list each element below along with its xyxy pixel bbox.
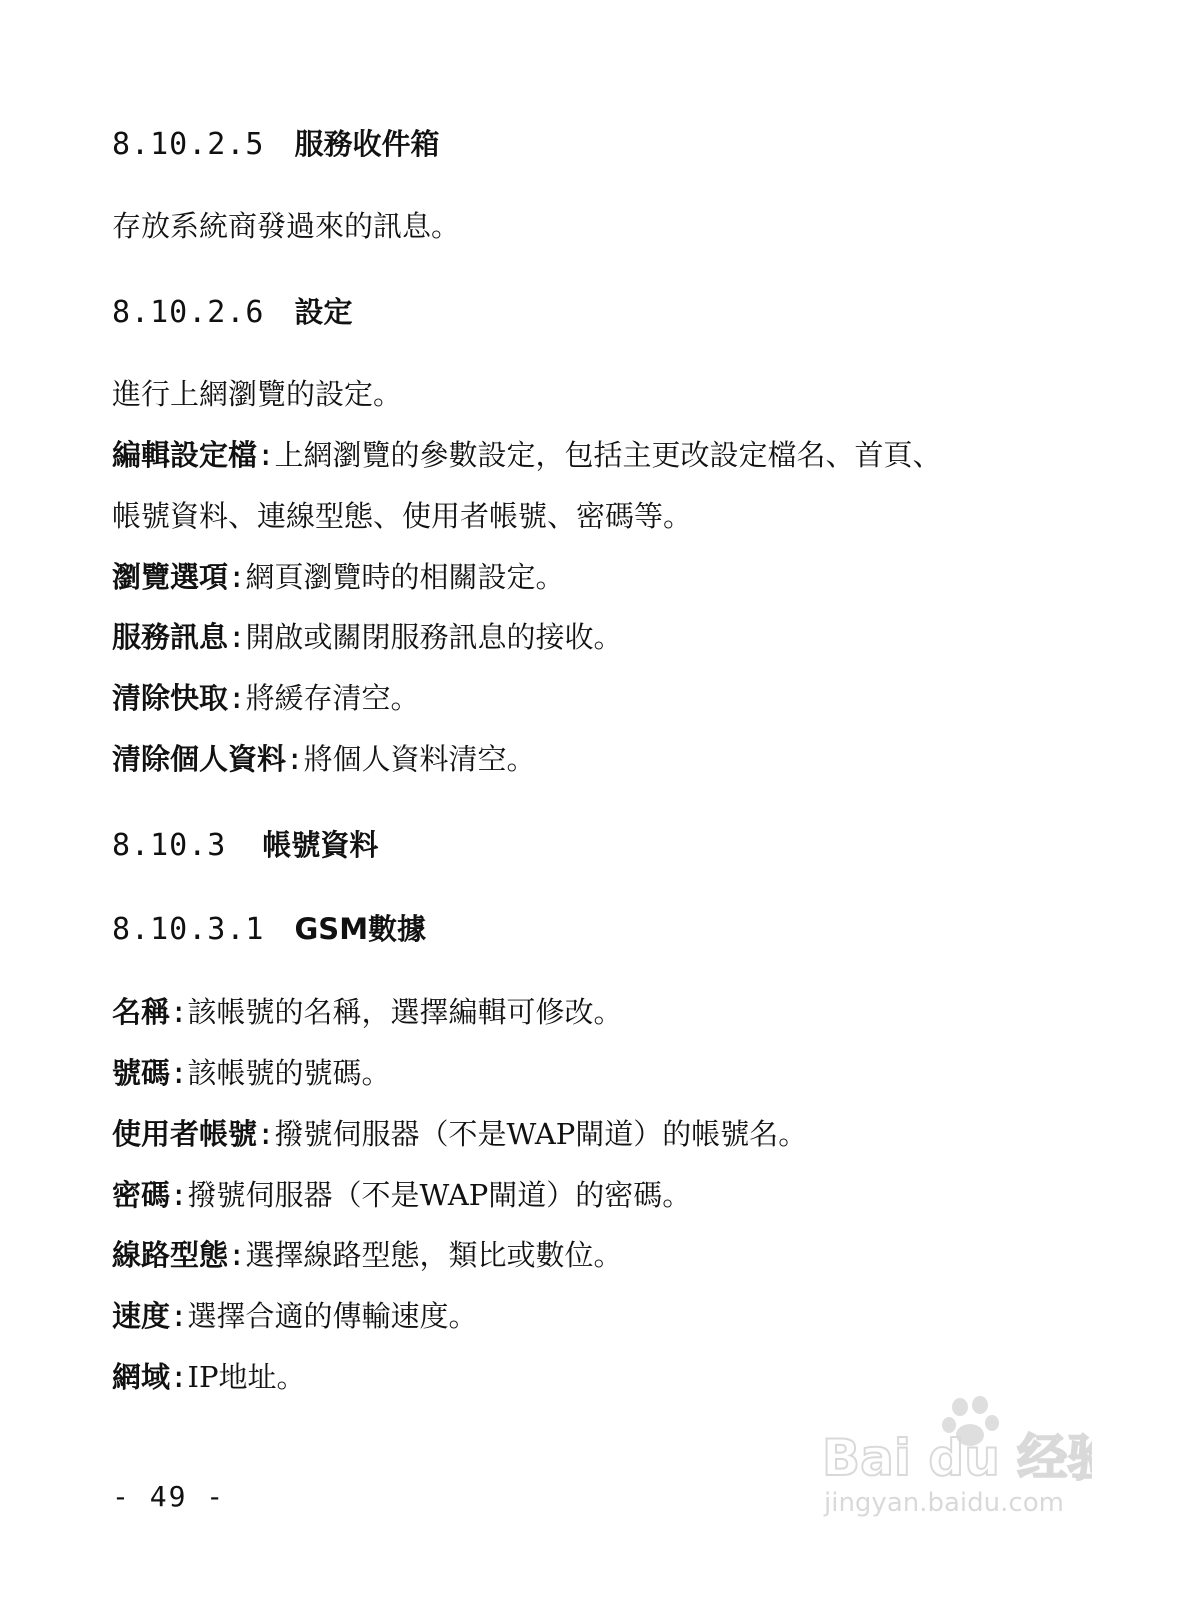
definition-term: 服務訊息: [112, 620, 229, 654]
section-heading-8-10-3: [112, 827, 378, 864]
section-heading-8-10-3-1: [112, 911, 426, 948]
definition-item: [112, 1177, 691, 1213]
section-number: 8.10.2.6: [112, 295, 265, 330]
definition-term: 線路型態: [112, 1238, 229, 1272]
section-title: 帳號資料: [262, 828, 379, 862]
definition-desc: 網頁瀏覽時的相關設定。: [245, 560, 565, 594]
paragraph-inbox: 存放系統商發過來的訊息。: [112, 209, 461, 243]
definition-desc-continued: 帳號資料、連線型態、使用者帳號、密碼等。: [112, 499, 693, 533]
definition-term: 瀏覽選項: [112, 560, 229, 594]
colon: :: [228, 1238, 246, 1272]
colon: :: [257, 438, 275, 472]
section-heading-8-10-2-6: [112, 294, 353, 331]
definition-item: [112, 741, 536, 777]
definition-term: 網域: [112, 1360, 171, 1394]
definition-term: 名稱: [112, 995, 171, 1029]
colon: :: [257, 1117, 275, 1151]
definition-desc: 撥號伺服器（不是WAP閘道）的密碼。: [187, 1178, 692, 1212]
section-heading-8-10-2-5: [112, 126, 440, 163]
definition-term: 使用者帳號: [112, 1117, 258, 1151]
definition-item: [112, 437, 942, 473]
colon: :: [228, 560, 246, 594]
colon: :: [170, 1360, 188, 1394]
definition-item: [112, 680, 420, 716]
definition-desc: 該帳號的號碼。: [187, 1056, 391, 1090]
definition-desc: 撥號伺服器（不是WAP閘道）的帳號名。: [274, 1117, 808, 1151]
colon: :: [170, 1178, 188, 1212]
definition-term: 編輯設定檔: [112, 438, 258, 472]
section-title: 設定: [294, 295, 353, 329]
definition-desc: 上網瀏覽的參數設定，包括主更改設定檔名、首頁、: [274, 438, 942, 472]
definition-item: [112, 1055, 391, 1091]
watermark-url: jingyan.baidu.com: [824, 1488, 1064, 1518]
colon: :: [228, 681, 246, 715]
definition-desc: 選擇線路型態，類比或數位。: [245, 1238, 623, 1272]
definition-item: [112, 1298, 478, 1334]
colon: :: [170, 995, 188, 1029]
definition-item: [112, 559, 565, 595]
colon: :: [286, 742, 304, 776]
definition-desc: 選擇合適的傳輸速度。: [187, 1299, 478, 1333]
definition-term: 號碼: [112, 1056, 171, 1090]
colon: :: [170, 1056, 188, 1090]
definition-term: 清除快取: [112, 681, 229, 715]
definition-term: 速度: [112, 1299, 171, 1333]
definition-item: [112, 1359, 305, 1395]
section-number: 8.10.3.1: [112, 912, 265, 947]
colon: :: [170, 1299, 188, 1333]
section-title: 服務收件箱: [294, 127, 440, 161]
definition-desc: 將個人資料清空。: [303, 742, 536, 776]
definition-term: 密碼: [112, 1178, 171, 1212]
definition-item: [112, 1116, 807, 1152]
watermark-brand: Bai du 经验: [822, 1429, 1092, 1487]
section-number: 8.10.3: [112, 828, 227, 863]
paragraph-settings: 進行上網瀏覽的設定。: [112, 377, 403, 411]
definition-term: 清除個人資料: [112, 742, 287, 776]
page-number: - 49 -: [112, 1480, 226, 1513]
definition-desc: 該帳號的名稱，選擇編輯可修改。: [187, 995, 623, 1029]
definition-item: [112, 619, 623, 655]
definition-item: [112, 994, 623, 1030]
baidu-watermark-logo: [822, 1395, 1092, 1525]
section-number: 8.10.2.5: [112, 127, 265, 162]
definition-desc: IP地址。: [187, 1360, 306, 1394]
section-title: GSM數據: [294, 912, 427, 946]
definition-item: [112, 1237, 623, 1273]
definition-desc: 將緩存清空。: [245, 681, 420, 715]
definition-desc: 開啟或關閉服務訊息的接收。: [245, 620, 623, 654]
colon: :: [228, 620, 246, 654]
